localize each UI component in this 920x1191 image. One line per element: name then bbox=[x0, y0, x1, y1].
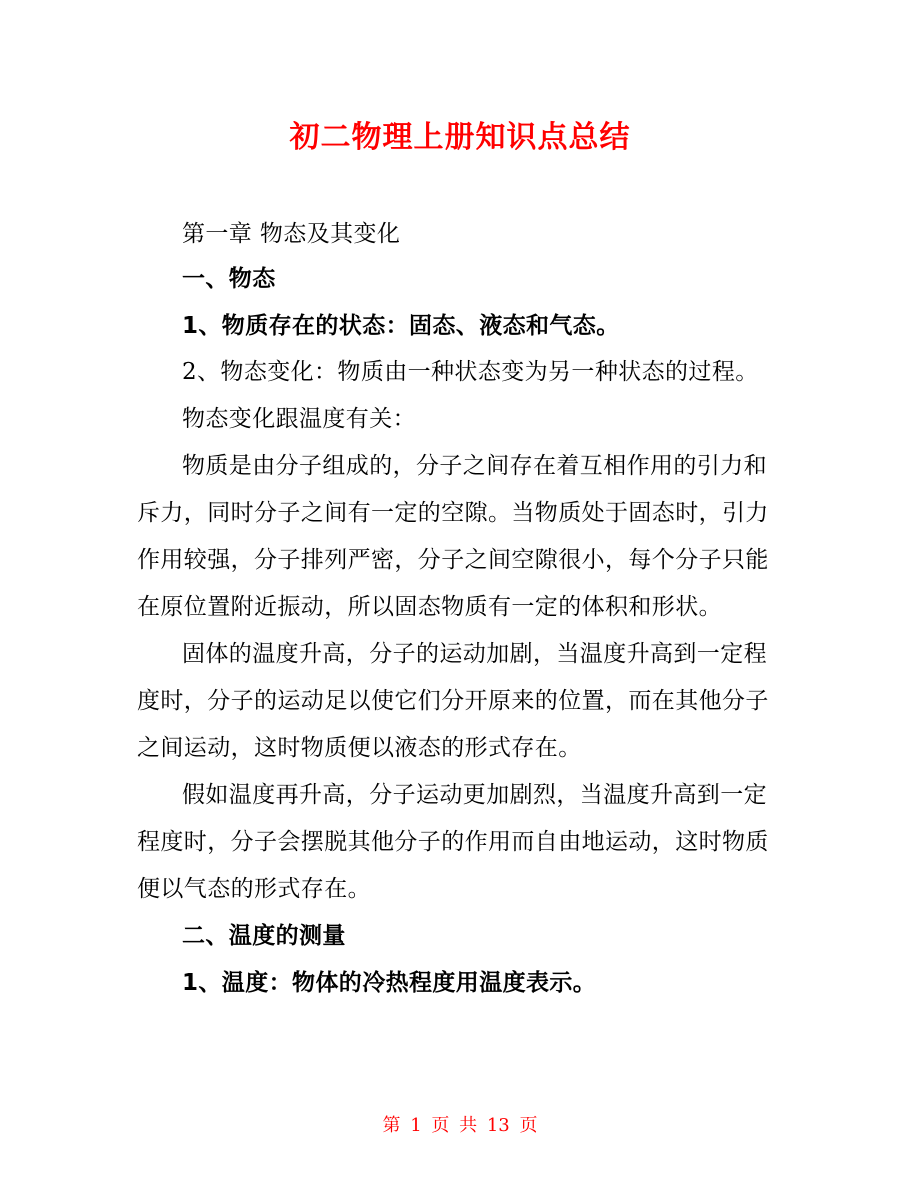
paragraph-line: 作用较强，分子排列严密，分子之间空隙很小，每个分子只能 bbox=[137, 547, 769, 573]
page-footer: 第 1 页 共 13 页 bbox=[382, 1115, 538, 1136]
paragraph-line: 斥力，同时分子之间有一定的空隙。当物质处于固态时，引力 bbox=[137, 500, 769, 526]
paragraph-line: 物质是由分子组成的，分子之间存在着互相作用的引力和 bbox=[182, 453, 767, 479]
paragraph-line: 便以气态的形式存在。 bbox=[137, 876, 371, 902]
document-title: 初二物理上册知识点总结 bbox=[289, 120, 631, 155]
paragraph-line: 程度时，分子会摆脱其他分子的作用而自由地运动，这时物质 bbox=[137, 829, 769, 855]
paragraph-line: 固体的温度升高，分子的运动加剧，当温度升高到一定程 bbox=[182, 641, 767, 667]
paragraph-line: 物态变化跟温度有关： bbox=[182, 406, 416, 432]
section-heading-2: 二、温度的测量 bbox=[182, 923, 346, 949]
paragraph-line: 2、物态变化：物质由一种状态变为另一种状态的过程。 bbox=[182, 359, 759, 385]
bold-point-2: 1、温度：物体的冷热程度用温度表示。 bbox=[182, 970, 597, 996]
paragraph-line: 假如温度再升高，分子运动更加剧烈，当温度升高到一定 bbox=[182, 782, 767, 808]
section-heading-1: 一、物态 bbox=[182, 266, 276, 292]
paragraph-line: 度时，分子的运动足以使它们分开原来的位置，而在其他分子 bbox=[137, 688, 769, 714]
chapter-heading: 第一章 物态及其变化 bbox=[182, 221, 401, 247]
paragraph-line: 在原位置附近振动，所以固态物质有一定的体积和形状。 bbox=[137, 594, 722, 620]
bold-point-1: 1、物质存在的状态：固态、液态和气态。 bbox=[182, 313, 620, 339]
paragraph-line: 之间运动，这时物质便以液态的形式存在。 bbox=[137, 735, 582, 761]
